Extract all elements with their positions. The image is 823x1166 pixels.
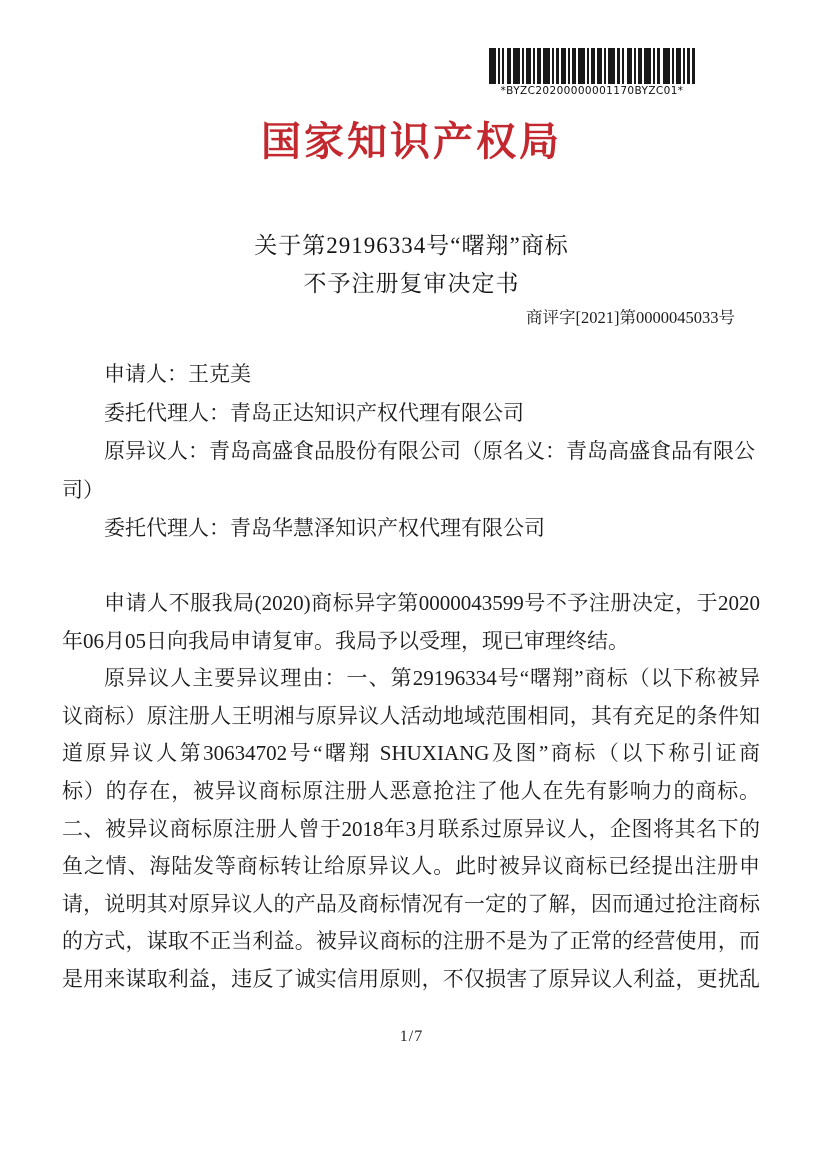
body-line: 请，说明其对原异议人的产品及商标情况有一定的了解，因而通过抢注商标 <box>62 891 760 916</box>
barcode-text: *BYZC20200000001170BYZC01* <box>500 85 684 97</box>
reference-number: 商评字[2021]第0000045033号 <box>526 308 735 327</box>
body-line: 原异议人主要异议理由：一、第29196334号“曙翔”商标（以下称被异 <box>104 666 760 691</box>
page-number: 1/7 <box>399 1028 424 1045</box>
party-line-agent-1: 委托代理人：青岛正达知识产权代理有限公司 <box>104 400 524 425</box>
barcode-image <box>489 48 695 84</box>
party-line-applicant: 申请人：王克美 <box>104 362 251 386</box>
body-text-block <box>62 585 760 999</box>
body-line: 标）的存在，被异议商标原注册人恶意抢注了他人在先有影响力的商标。 <box>62 778 760 803</box>
body-line: 申请人不服我局(2020)商标异字第0000043599号不予注册决定，于2020 <box>104 591 760 615</box>
party-line-agent-2: 委托代理人：青岛华慧泽知识产权代理有限公司 <box>104 516 545 541</box>
body-line: 道原异议人第30634702号“曙翔 SHUXIANG及图”商标（以下称引证商 <box>62 741 760 766</box>
body-line: 鱼之情、海陆发等商标转让给原异议人。此时被异议商标已经提出注册申 <box>62 854 760 879</box>
body-line: 二、被异议商标原注册人曾于2018年3月联系过原异议人，企图将其名下的 <box>62 816 760 841</box>
agency-title: 国家知识产权局 <box>261 120 562 164</box>
body-line: 是用来谋取利益，违反了诚实信用原则，不仅损害了原异议人利益，更扰乱 <box>62 966 760 991</box>
body-line: 议商标）原注册人王明湘与原异议人活动地域范围相同，其有充足的条件知 <box>62 703 760 728</box>
body-line: 年06月05日向我局申请复审。我局予以受理，现已审理终结。 <box>62 628 629 653</box>
document-title <box>0 227 823 303</box>
doc-title-line-2: 不予注册复审决定书 <box>303 271 520 296</box>
party-line-opponent: 原异议人：青岛高盛食品股份有限公司（原名义：青岛高盛食品有限公 <box>104 439 755 464</box>
party-line-opponent-wrap: 司） <box>62 477 104 502</box>
doc-title-line-1: 关于第29196334号“曙翔”商标 <box>254 233 569 258</box>
barcode-block <box>489 48 695 97</box>
body-line: 的方式，谋取不正当利益。被异议商标的注册不是为了正常的经营使用，而 <box>62 929 760 954</box>
parties-block <box>62 355 762 548</box>
